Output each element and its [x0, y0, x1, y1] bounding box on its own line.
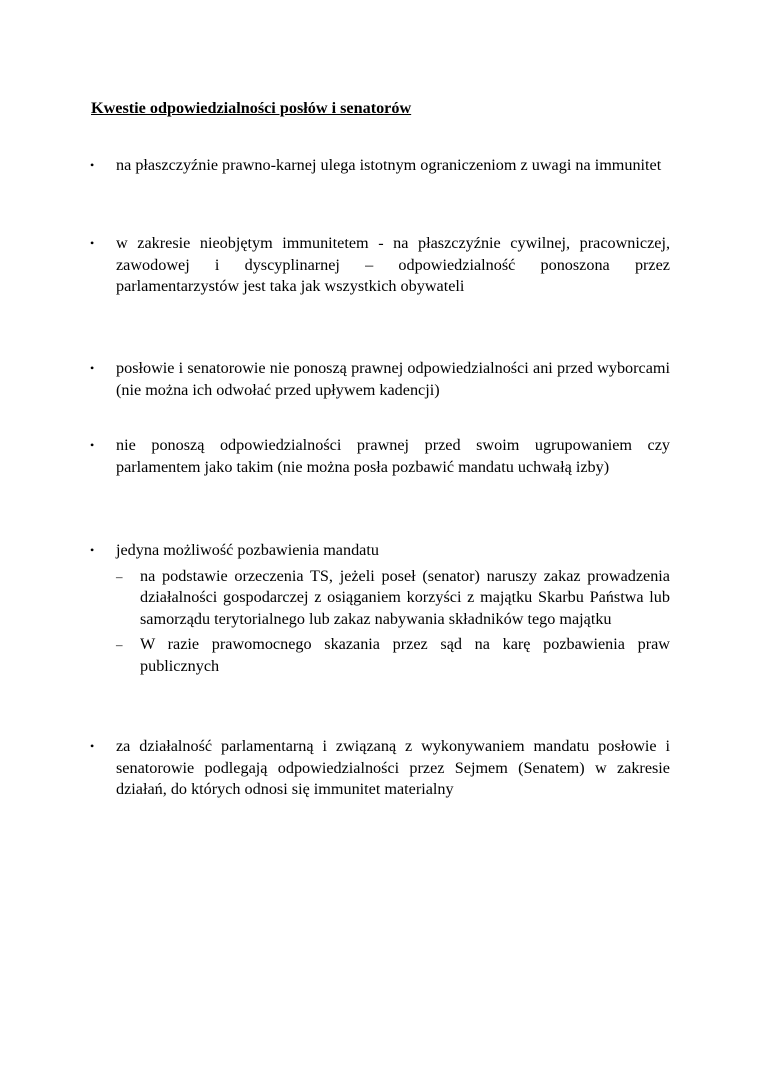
sub-list-item [116, 566, 670, 631]
list-item [90, 736, 670, 801]
dash-icon: – [116, 568, 123, 584]
list-item [90, 540, 670, 677]
bullet-icon: • [90, 543, 95, 557]
list-item-text: nie ponoszą odpowiedzialności prawnej przed swoim ugrupowaniem czy parlamentem jako takim (nie można posła pozbawić mandatu uchwałą izby) [116, 436, 670, 476]
bullet-icon: • [90, 236, 95, 250]
list-item-text: za działalność parlamentarną i związaną z wykonywaniem mandatu posłowie i senatorowie podlegają odpowiedzialności przez Sejmem (Senatem) w zakresie działań, do których odnosi się immunitet materialny [116, 737, 670, 798]
list-item-text: na płaszczyźnie prawno-karnej ulega istotnym ograniczeniom z uwagi na immunitet [116, 156, 662, 174]
sub-list-item-text: na podstawie orzeczenia TS, jeżeli poseł (senator) naruszy zakaz prowadzenia działalności gospodarczej z osiąganiem korzyści z majątku Skarbu Państwa lub samorządu terytorialnego lub zakaz nabywania składników tego majątku [140, 566, 670, 628]
list-item-text: w zakresie nieobjętym immunitetem - na płaszczyźnie cywilnej, pracowniczej, zawodowej i dyscyplinarnej – odpowiedzialność ponoszona przez parlamentarzystów jest taka jak wszystkich obywateli [116, 234, 670, 295]
list-item-text: posłowie i senatorowie nie ponoszą prawnej odpowiedzialności ani przed wyborcami (nie można ich odwołać przed upływem kadencji) [116, 359, 670, 399]
list-item [90, 233, 670, 298]
bullet-icon: • [90, 361, 95, 375]
sub-list-item-text: W razie prawomocnego skazania przez sąd na karę pozbawienia praw publicznych [140, 635, 670, 675]
dash-icon: – [116, 637, 123, 652]
sub-list-item [116, 634, 670, 677]
bullet-icon: • [90, 158, 95, 172]
list-item-text: jedyna możliwość pozbawienia mandatu [116, 541, 379, 559]
bullet-icon: • [90, 438, 95, 452]
bullet-icon: • [90, 739, 95, 753]
document-title: Kwestie odpowiedzialności posłów i senatorów [91, 99, 412, 117]
list-item [90, 155, 670, 177]
list-item [90, 435, 670, 478]
list-item [90, 358, 670, 401]
